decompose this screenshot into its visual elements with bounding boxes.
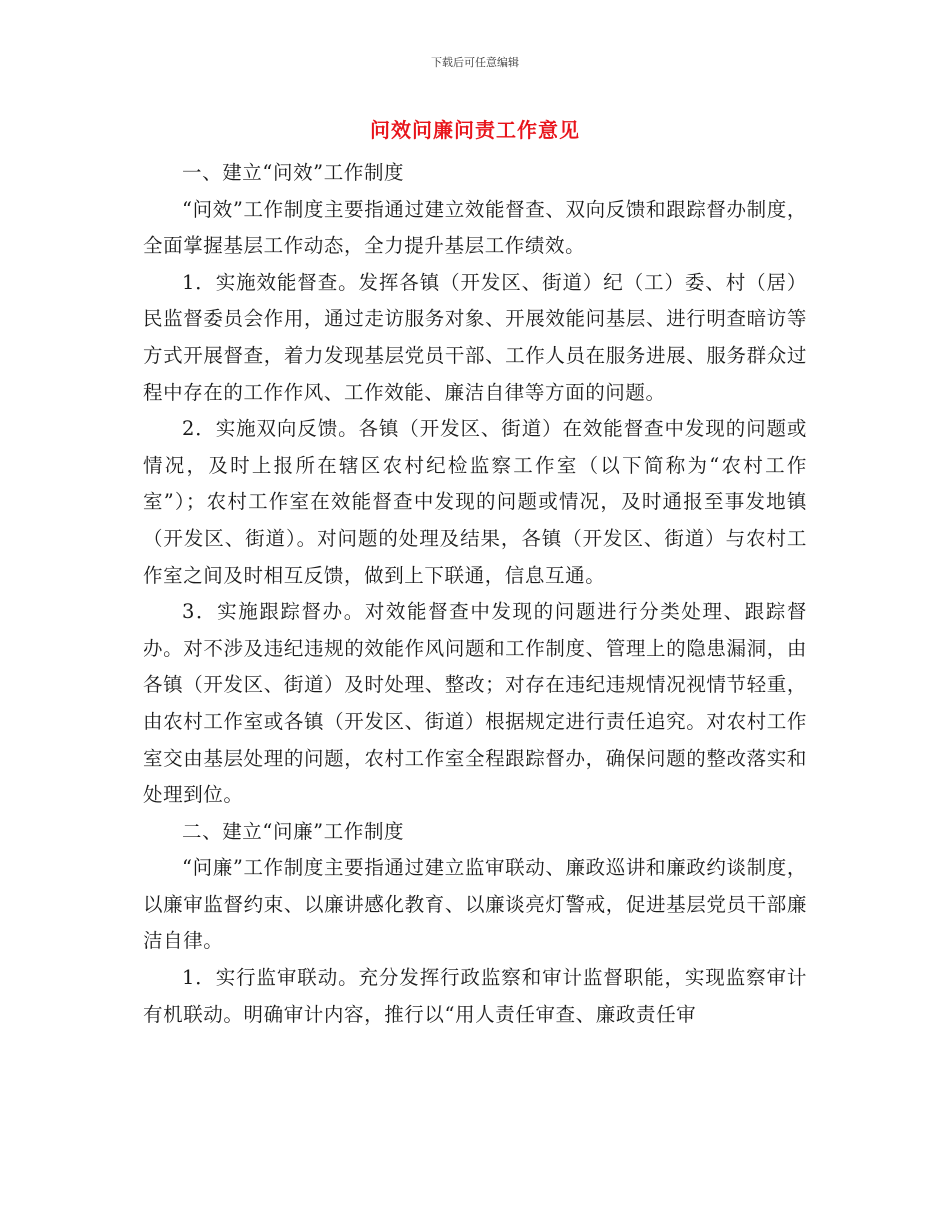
paragraph: 2．实施双向反馈。各镇（开发区、街道）在效能督查中发现的问题或情况，及时上报所在辖区农村纪检监察工作室（以下简称为“农村工作室”）；农村工作室在效能督查中发现的问题或情况，及时通报至事发地镇（开发区、街道）。对问题的处理及结果，各镇（开发区、街道）与农村工作室之间及时相互反馈，做到上下联通，信息互通。 [143, 417, 807, 587]
paragraph: 1．实施效能督查。发挥各镇（开发区、街道）纪（工）委、村（居）民监督委员会作用，通过走访服务对象、开展效能问基层、进行明查暗访等方式开展督查，着力发现基层党员干部、工作人员在服务进展、服务群众过程中存在的工作作风、工作效能、廉洁自律等方面的问题。 [143, 270, 807, 404]
paragraph: 3．实施跟踪督办。对效能督查中发现的问题进行分类处理、跟踪督办。对不涉及违纪违规的效能作风问题和工作制度、管理上的隐患漏洞，由各镇（开发区、街道）及时处理、整改；对存在违纪违规情况视情节轻重，由农村工作室或各镇（开发区、街道）根据规定进行责任追究。对农村工作室交由基层处理的问题，农村工作室全程跟踪督办，确保问题的整改落实和处理到位。 [143, 600, 807, 807]
document-title: 问效问廉问责工作意见 [370, 118, 580, 142]
paragraph: 1．实行监审联动。充分发挥行政监察和审计监督职能，实现监察审计有机联动。明确审计内容，推行以“用人责任审查、廉政责任审 [143, 966, 807, 1026]
section-heading-1: 一、建立“问效”工作制度 [182, 161, 405, 184]
section-heading-2: 二、建立“问廉”工作制度 [182, 819, 405, 843]
page-header-note: 下载后可任意编辑 [431, 56, 519, 69]
paragraph: “问效”工作制度主要指通过建立效能督查、双向反馈和跟踪督办制度，全面掌握基层工作动态，全力提升基层工作绩效。 [143, 197, 807, 258]
paragraph: “问廉”工作制度主要指通过建立监审联动、廉政巡讲和廉政约谈制度，以廉审监督约束、以廉讲感化教育、以廉谈亮灯警戒，促进基层党员干部廉洁自律。 [143, 856, 807, 953]
document-body [143, 155, 807, 1033]
